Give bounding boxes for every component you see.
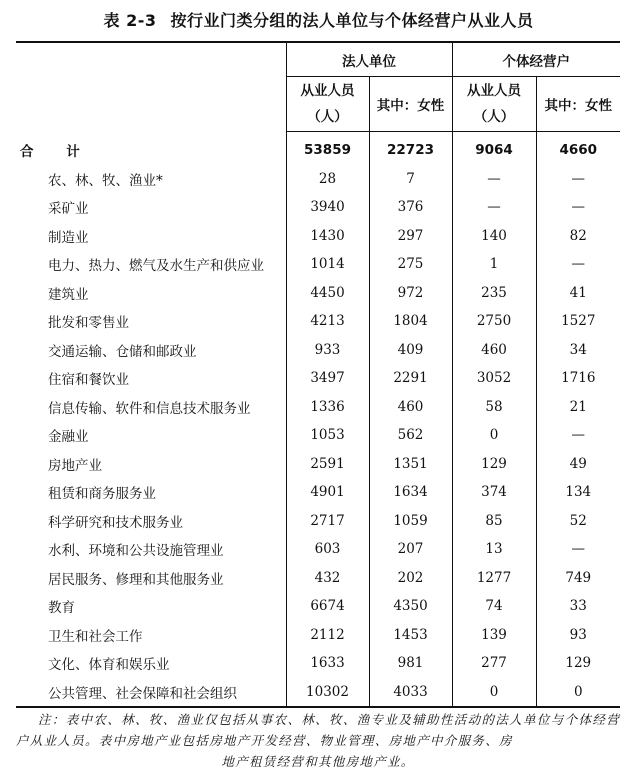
individual-female-cell: — bbox=[536, 535, 620, 564]
table-row bbox=[16, 564, 620, 593]
individual-female-cell: 49 bbox=[536, 450, 620, 479]
individual-female-cell: 33 bbox=[536, 592, 620, 621]
legal-employees-cell: 933 bbox=[286, 336, 369, 365]
industry-cell: 房地产业 bbox=[48, 457, 102, 474]
header-legal-employees bbox=[286, 77, 369, 132]
legal-female-cell: 972 bbox=[369, 279, 452, 308]
table-row bbox=[16, 393, 620, 422]
industry-cell: 信息传输、软件和信息技术服务业 bbox=[48, 400, 251, 417]
individual-employees-cell: 129 bbox=[452, 450, 536, 479]
legal-female-cell: 1804 bbox=[369, 307, 452, 336]
individual-female-cell: — bbox=[536, 193, 620, 222]
legal-employees-cell: 2717 bbox=[286, 507, 369, 536]
individual-female-cell: — bbox=[536, 165, 620, 194]
individual-female-cell: 0 bbox=[536, 678, 620, 708]
legal-employees-cell: 1430 bbox=[286, 222, 369, 251]
industry-cell: 制造业 bbox=[48, 229, 89, 246]
table-number: 表 2-3 bbox=[103, 11, 157, 30]
table-row bbox=[16, 193, 620, 222]
footnote-text-end: 地产租赁经营和其他房地产业。 bbox=[221, 754, 415, 769]
header-industry bbox=[16, 42, 286, 132]
table-row bbox=[16, 165, 620, 194]
legal-female-cell: 7 bbox=[369, 165, 452, 194]
individual-female-cell: 1527 bbox=[536, 307, 620, 336]
legal-employees-cell: 1336 bbox=[286, 393, 369, 422]
individual-employees-cell: 139 bbox=[452, 621, 536, 650]
legal-female-cell: 562 bbox=[369, 421, 452, 450]
individual-employees-cell: 277 bbox=[452, 649, 536, 678]
individual-female-cell: 1716 bbox=[536, 364, 620, 393]
individual-female-cell: 134 bbox=[536, 478, 620, 507]
individual-female-cell: 749 bbox=[536, 564, 620, 593]
individual-female-cell: 82 bbox=[536, 222, 620, 251]
industry-cell: 住宿和餐饮业 bbox=[48, 372, 129, 389]
legal-female-cell: 1634 bbox=[369, 478, 452, 507]
industry-cell: 科学研究和技术服务业 bbox=[48, 514, 183, 531]
industry-cell: 建筑业 bbox=[48, 286, 89, 303]
legal-employees-cell: 4213 bbox=[286, 307, 369, 336]
individual-female-cell: 34 bbox=[536, 336, 620, 365]
header-employees-line1: 从业人员 bbox=[467, 83, 521, 99]
individual-employees-cell: 2750 bbox=[452, 307, 536, 336]
legal-employees-cell: 53859 bbox=[286, 132, 369, 165]
header-individual-female: 其中：女性 bbox=[536, 77, 620, 132]
industry-cell: 租赁和商务服务业 bbox=[48, 486, 156, 503]
table-row bbox=[16, 364, 620, 393]
legal-employees-cell: 2591 bbox=[286, 450, 369, 479]
header-legal-female: 其中：女性 bbox=[369, 77, 452, 132]
legal-female-cell: 1351 bbox=[369, 450, 452, 479]
table-row bbox=[16, 535, 620, 564]
individual-employees-cell: 3052 bbox=[452, 364, 536, 393]
individual-employees-cell: — bbox=[452, 165, 536, 194]
legal-employees-cell: 28 bbox=[286, 165, 369, 194]
industry-cell: 文化、体育和娱乐业 bbox=[48, 657, 170, 674]
legal-female-cell: 4350 bbox=[369, 592, 452, 621]
legal-female-cell: 409 bbox=[369, 336, 452, 365]
individual-female-cell: 52 bbox=[536, 507, 620, 536]
industry-cell: 批发和零售业 bbox=[48, 315, 129, 332]
table-row bbox=[16, 507, 620, 536]
individual-employees-cell: 140 bbox=[452, 222, 536, 251]
individual-employees-cell: 1 bbox=[452, 250, 536, 279]
individual-female-cell: 41 bbox=[536, 279, 620, 308]
header-group-individual: 个体经营户 bbox=[452, 42, 620, 77]
legal-employees-cell: 2112 bbox=[286, 621, 369, 650]
legal-female-cell: 22723 bbox=[369, 132, 452, 165]
individual-employees-cell: 58 bbox=[452, 393, 536, 422]
legal-female-cell: 981 bbox=[369, 649, 452, 678]
individual-employees-cell: — bbox=[452, 193, 536, 222]
legal-female-cell: 4033 bbox=[369, 678, 452, 708]
legal-female-cell: 207 bbox=[369, 535, 452, 564]
data-table bbox=[16, 41, 620, 708]
individual-employees-cell: 235 bbox=[452, 279, 536, 308]
individual-employees-cell: 0 bbox=[452, 678, 536, 708]
industry-cell: 金融业 bbox=[48, 429, 89, 446]
legal-female-cell: 460 bbox=[369, 393, 452, 422]
industry-cell: 合 计 bbox=[20, 144, 94, 160]
legal-female-cell: 202 bbox=[369, 564, 452, 593]
legal-employees-cell: 1053 bbox=[286, 421, 369, 450]
legal-employees-cell: 603 bbox=[286, 535, 369, 564]
table-row bbox=[16, 621, 620, 650]
individual-female-cell: — bbox=[536, 250, 620, 279]
legal-female-cell: 376 bbox=[369, 193, 452, 222]
individual-employees-cell: 1277 bbox=[452, 564, 536, 593]
header-employees-line2: （人） bbox=[473, 109, 515, 125]
legal-employees-cell: 432 bbox=[286, 564, 369, 593]
industry-cell: 公共管理、社会保障和社会组织 bbox=[16, 678, 286, 708]
table-body bbox=[16, 132, 620, 708]
header-group-legal: 法人单位 bbox=[286, 42, 452, 77]
table-row bbox=[16, 421, 620, 450]
header-employees-line1: 从业人员 bbox=[300, 83, 355, 99]
legal-employees-cell: 3940 bbox=[286, 193, 369, 222]
individual-female-cell: — bbox=[536, 421, 620, 450]
industry-cell: 农、林、牧、渔业* bbox=[48, 172, 163, 189]
table-row bbox=[16, 678, 620, 708]
individual-employees-cell: 85 bbox=[452, 507, 536, 536]
individual-employees-cell: 460 bbox=[452, 336, 536, 365]
table-row bbox=[16, 336, 620, 365]
legal-employees-cell: 3497 bbox=[286, 364, 369, 393]
individual-female-cell: 93 bbox=[536, 621, 620, 650]
legal-employees-cell: 1633 bbox=[286, 649, 369, 678]
individual-employees-cell: 0 bbox=[452, 421, 536, 450]
header-individual-employees bbox=[452, 77, 536, 132]
table-row bbox=[16, 250, 620, 279]
industry-cell: 采矿业 bbox=[48, 201, 89, 218]
table-title-text: 按行业门类分组的法人单位与个体经营户从业人员 bbox=[170, 11, 534, 30]
industry-cell: 卫生和社会工作 bbox=[48, 628, 143, 645]
table-row bbox=[16, 279, 620, 308]
table-row bbox=[16, 478, 620, 507]
footnote-text: 注：表中农、林、牧、渔业仅包括从事农、林、牧、渔专业及辅助性活动的法人单位与个体经营户从业人员。表中房地产业包括房地产开发经营、物业管理、房地产中介服务、房 bbox=[16, 712, 620, 748]
table-row bbox=[16, 649, 620, 678]
header-employees-line2: （人） bbox=[307, 109, 348, 125]
individual-employees-cell: 74 bbox=[452, 592, 536, 621]
table-row bbox=[16, 307, 620, 336]
legal-employees-cell: 6674 bbox=[286, 592, 369, 621]
individual-female-cell: 4660 bbox=[536, 132, 620, 165]
legal-female-cell: 297 bbox=[369, 222, 452, 251]
industry-cell: 教育 bbox=[48, 600, 75, 617]
legal-female-cell: 275 bbox=[369, 250, 452, 279]
table-row bbox=[16, 592, 620, 621]
industry-cell: 居民服务、修理和其他服务业 bbox=[48, 571, 224, 588]
legal-female-cell: 1453 bbox=[369, 621, 452, 650]
industry-cell: 水利、环境和公共设施管理业 bbox=[48, 543, 224, 560]
legal-employees-cell: 4901 bbox=[286, 478, 369, 507]
footnote bbox=[16, 709, 620, 772]
industry-cell: 交通运输、仓储和邮政业 bbox=[48, 343, 197, 360]
individual-employees-cell: 13 bbox=[452, 535, 536, 564]
individual-female-cell: 21 bbox=[536, 393, 620, 422]
table-row bbox=[16, 222, 620, 251]
legal-employees-cell: 4450 bbox=[286, 279, 369, 308]
legal-female-cell: 1059 bbox=[369, 507, 452, 536]
individual-employees-cell: 374 bbox=[452, 478, 536, 507]
legal-employees-cell: 1014 bbox=[286, 250, 369, 279]
table-title bbox=[0, 8, 637, 31]
total-row bbox=[16, 132, 620, 165]
legal-employees-cell: 10302 bbox=[286, 678, 369, 708]
legal-female-cell: 2291 bbox=[369, 364, 452, 393]
individual-employees-cell: 9064 bbox=[452, 132, 536, 165]
individual-female-cell: 129 bbox=[536, 649, 620, 678]
table-row bbox=[16, 450, 620, 479]
industry-cell: 电力、热力、燃气及水生产和供应业 bbox=[48, 258, 264, 275]
